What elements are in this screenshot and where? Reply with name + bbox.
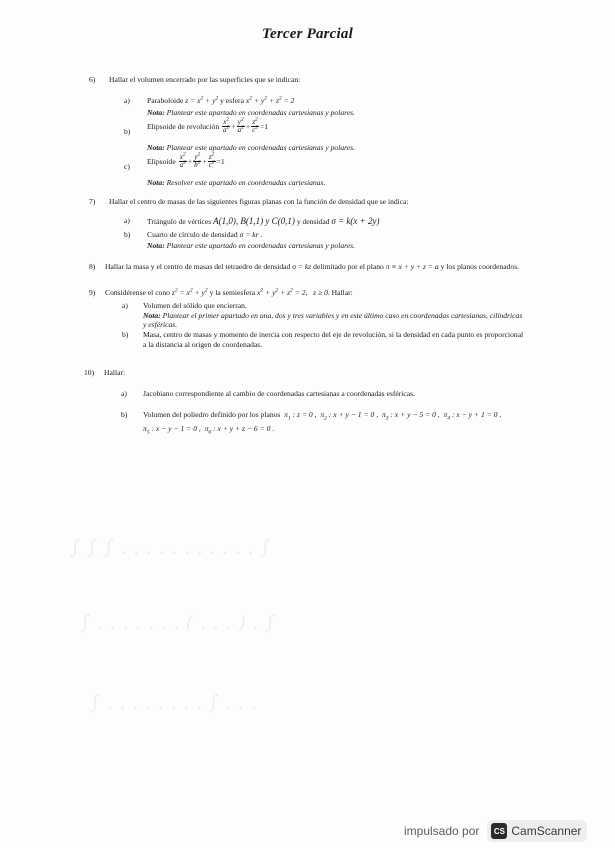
- powered-by-text: impulsado por: [404, 824, 480, 838]
- q10b-label: b): [121, 410, 128, 419]
- q7a-conj: y densidad: [296, 217, 330, 226]
- q6c-text: Elipsoide: [147, 157, 176, 167]
- q7a-text: Triángulo de vértices: [147, 217, 212, 226]
- q6a-line: [147, 96, 294, 105]
- q6c-label: c): [124, 162, 130, 171]
- q6c-line: [147, 151, 225, 170]
- q7b-text: Cuarto de círculo de densidad: [147, 230, 238, 239]
- show-through-marks-3: ∫ . . . . . . . . ∫ . . .: [90, 690, 258, 714]
- q6c-note-text: Resolver este apartado en coordenadas cartesianas.: [166, 178, 326, 187]
- q6a-note: [147, 108, 355, 117]
- q6b-label: b): [124, 127, 131, 136]
- q10a-label: a): [121, 389, 127, 398]
- q9-line: [105, 288, 353, 297]
- q8-text-2: delimitado por el plano: [313, 262, 384, 271]
- q9a-note: [143, 311, 522, 320]
- q9-hemisphere-formula: $x^2 + y^2 + z^2 = 2$, z ≥ 0: [257, 287, 328, 297]
- q10b-text: Volumen del poliedro definido por los planos: [143, 410, 281, 419]
- q6c-ellipsoid-formula: $\frac{x^2}{a^2}$ + $\frac{y^2}{b^2}$ + $\frac{z^2}{c^2}$ =1: [179, 151, 225, 170]
- q7-intro: Hallar el centro de masas de las siguientes figuras planas con la función de densidad que se indica:: [109, 197, 409, 206]
- q7b-note: [147, 241, 355, 250]
- q6a-sphere-formula: $x^2 + y^2 + z^2 = 2$: [245, 95, 295, 105]
- q6b-note-label: Nota:: [147, 143, 165, 152]
- q9-cone-formula: $z^2 = x^2 + y^2$: [171, 287, 208, 297]
- camscanner-logo-icon: CS: [491, 823, 507, 839]
- q6a-label: a): [124, 96, 130, 105]
- camscanner-brand: CamScanner: [511, 824, 582, 838]
- q9b-line-1: Masa, centro de masas y momento de inercia con respecto del eje de revolución, si la densidad en cada punto es proporcional: [143, 330, 524, 339]
- q7b-line: [147, 230, 262, 239]
- q9b-line-2: a la distancia al origen de coordenadas.: [143, 340, 263, 349]
- q8-density-formula: σ = kz: [292, 262, 312, 271]
- q6a-conj: y esfera: [220, 96, 244, 105]
- q8-text-1: Hallar la masa y el centro de masas del tetraedro de densidad: [105, 262, 291, 271]
- q6b-ellipsoid-formula: $\frac{x^2}{a^2}$ + $\frac{y^2}{a^2}$ + $\frac{z^2}{c^2}$ =1: [223, 116, 269, 135]
- q6b-note-text: Plantear este apartado en coordenadas cartesianas y polares.: [166, 143, 356, 152]
- q6b-text: Elipsoide de revolución: [147, 122, 220, 132]
- q9a-note-label: Nota:: [143, 311, 161, 320]
- q10-number: 10): [84, 368, 95, 377]
- q6-number: 6): [89, 75, 96, 84]
- q6b-note: [147, 143, 355, 152]
- q10b-planes-formula-2: $\pi_5$ : x − y − 1 = 0 , $\pi_6$ : x + y + z − 6 = 0 .: [143, 424, 275, 436]
- show-through-marks: ∫ ∫ ∫ . . . . . . . . . . . ∫: [70, 535, 271, 559]
- q6c-note: [147, 178, 325, 187]
- q7b-density-formula: σ = kr .: [239, 230, 263, 239]
- q8-plane-formula: π ≡ x + y + z = a: [385, 262, 439, 271]
- q9a-note-text-2: y esféricas.: [143, 320, 178, 329]
- q7a-vertices-formula: A(1,0), B(1,1) y C(0,1): [213, 216, 295, 226]
- camscanner-watermark: [404, 817, 604, 845]
- q9a-label: a): [122, 301, 128, 310]
- camscanner-badge: [487, 820, 587, 842]
- q10b-planes-formula-1: $\pi_1$ : z = 0 , $\pi_2$ : x + y − 1 = 0 , $\pi_3$ : x + y − 5 = 0 , $\pi_4$ : x − y + 1 = 0 ,: [284, 410, 502, 422]
- q9b-label: b): [122, 330, 129, 339]
- q7a-density-formula: σ = k(x + 2y): [331, 216, 380, 226]
- q6c-note-label: Nota:: [147, 178, 165, 187]
- q9-text-2: y la semiesfera: [209, 288, 256, 297]
- page-title: Tercer Parcial: [262, 26, 353, 42]
- q9-text-1: Considérense el cono: [105, 288, 170, 297]
- q8-number: 8): [89, 262, 96, 271]
- q6a-paraboloid-formula: $z = x^2 + y^2$: [185, 95, 219, 105]
- q7a-label: a): [124, 216, 130, 225]
- q10b-line-1: [143, 410, 502, 422]
- q7b-note-text: Plantear este apartado en coordenadas cartesianas y polares.: [166, 241, 356, 250]
- q7-number: 7): [89, 197, 96, 206]
- q9a-note-text-1: Plantear el primer apartado en una, dos y tres variables y en este último caso en coordenadas cartesianas, cilíndricas: [162, 311, 523, 320]
- q9a-text: Volumen del sólido que encierran.: [143, 301, 247, 310]
- q6a-text: Paraboloide: [147, 96, 184, 105]
- show-through-marks-2: ∫ . . . . . . . ( . . . ) . ∫: [80, 610, 276, 634]
- q6b-line: [147, 116, 269, 135]
- q6a-note-text: Plantear este apartado en coordenadas cartesianas y polares.: [166, 108, 356, 117]
- q9-text-3: . Hallar:: [327, 288, 353, 297]
- q9-number: 9): [89, 288, 96, 297]
- q10a-text: Jacobiano correspondiente al cambio de coordenadas cartesianas a coordenadas esféricas.: [143, 389, 415, 398]
- q7a-line: [147, 216, 380, 227]
- q8-line: [105, 262, 519, 271]
- q7b-label: b): [124, 230, 131, 239]
- q10-intro: Hallar:: [104, 368, 126, 377]
- q8-text-3: y los planos coordenados.: [440, 262, 520, 271]
- q6-intro: Hallar el volumen encerrado por las superficies que se indican:: [109, 75, 301, 84]
- q7b-note-label: Nota:: [147, 241, 165, 250]
- q6a-note-label: Nota:: [147, 108, 165, 117]
